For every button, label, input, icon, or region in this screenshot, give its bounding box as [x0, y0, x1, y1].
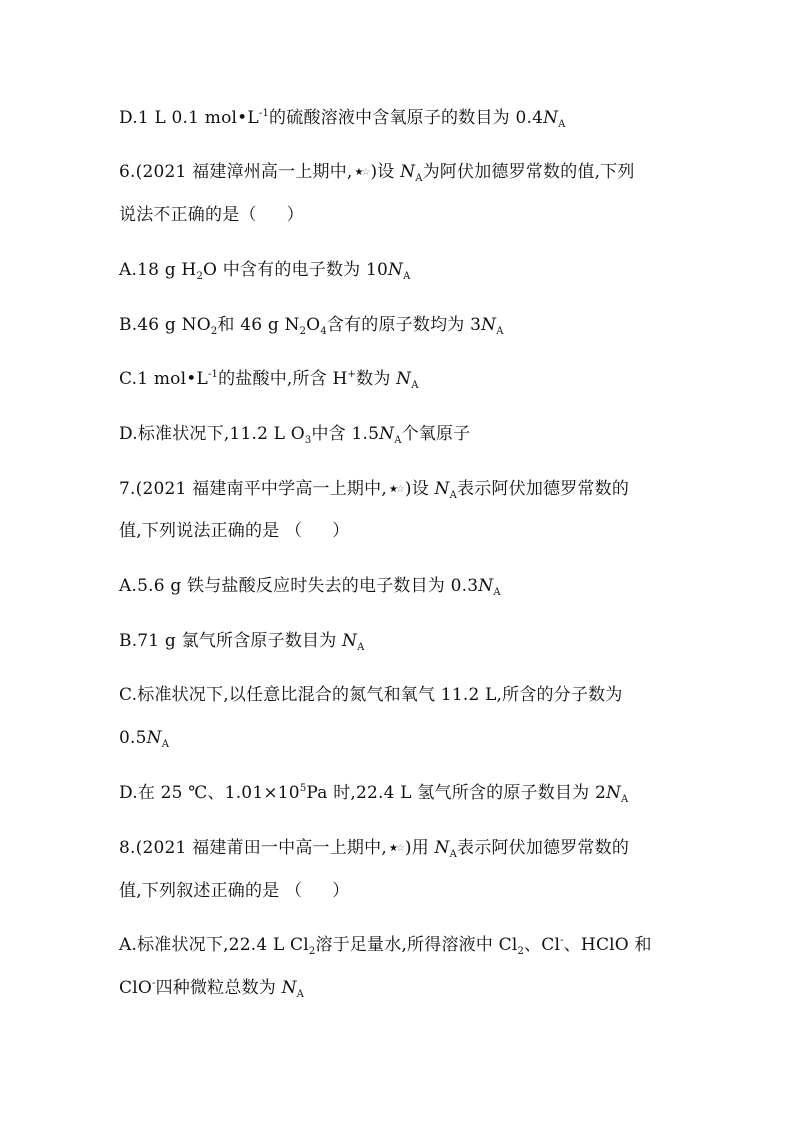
question-source: 7.(2021 福建南平中学高一上期中,: [119, 479, 387, 499]
text: 、Cl: [524, 935, 561, 955]
text: 个氧原子: [401, 424, 471, 444]
difficulty-stars-icon: ★☆: [388, 843, 403, 854]
text: 溶于足量水,所得溶液中 Cl: [315, 935, 518, 955]
option-c-q7-cont: [119, 726, 169, 750]
subscript: A: [411, 380, 419, 391]
option-c-q7: [119, 683, 623, 707]
avogadro-symbol: N: [342, 631, 358, 651]
text: 表示阿伏加德罗常数的: [457, 479, 630, 499]
subscript: A: [415, 173, 423, 184]
subscript: 2: [517, 946, 525, 957]
subscript: A: [449, 849, 458, 860]
superscript: -: [560, 935, 564, 946]
text: 值,下列说法正确的是 （: [119, 521, 303, 541]
text: )设: [370, 162, 401, 182]
text: C.标准状况下,以任意比混合的氮气和氧气 11.2 L,所含的分子数为: [119, 685, 623, 705]
question-7-stem: [119, 477, 629, 502]
text: ）: [332, 881, 350, 901]
option-a-q8-cont: [119, 976, 304, 1000]
text: 数为: [356, 369, 397, 389]
subscript: A: [493, 587, 501, 598]
text: A.18 g H: [119, 260, 197, 280]
option-d-q6: [119, 422, 470, 446]
option-a-q8: [119, 933, 652, 957]
avogadro-symbol: N: [478, 576, 494, 596]
subscript: A: [449, 490, 458, 501]
text: A.标准状况下,22.4 L Cl: [119, 935, 309, 955]
question-6-stem-cont: [119, 203, 304, 227]
question-6-stem: [119, 160, 635, 185]
subscript: A: [621, 794, 629, 805]
text: Pa 时,22.4 L 氢气所含的原子数目为 2: [306, 783, 606, 803]
subscript: 2: [299, 326, 307, 337]
avogadro-symbol: N: [481, 315, 497, 335]
avogadro-symbol: N: [434, 479, 450, 499]
subscript: 3: [304, 435, 312, 446]
text: )用: [404, 838, 435, 858]
superscript: +: [347, 369, 357, 380]
option-b-q7: [119, 629, 365, 653]
avogadro-symbol: N: [605, 783, 622, 803]
text: 的盐酸中,所含 H: [218, 369, 348, 389]
text: ）: [332, 521, 350, 541]
superscript: -: [151, 978, 156, 989]
option-a-q6: [119, 258, 410, 282]
text: 和 46 g N: [217, 315, 300, 335]
text: 说法不正确的是（: [119, 205, 257, 225]
text: O 中含有的电子数为 10: [203, 260, 388, 280]
text: 含有的原子数均为 3: [326, 315, 482, 335]
option-d-q5: [119, 106, 566, 130]
text: C.1 mol•L: [119, 369, 208, 389]
avogadro-symbol: N: [146, 728, 162, 748]
difficulty-stars-icon: ★☆: [354, 167, 369, 178]
subscript: 2: [210, 326, 218, 337]
subscript: 2: [308, 946, 316, 957]
text: A.5.6 g 铁与盐酸反应时失去的电子数目为 0.3: [119, 576, 479, 596]
option-b-q6: [119, 313, 504, 337]
question-source: 6.(2021 福建漳州高一上期中,: [119, 162, 353, 182]
text: B.71 g 氯气所含原子数目为: [119, 631, 343, 651]
subscript: A: [161, 739, 170, 750]
text: ClO: [119, 978, 152, 998]
text: 为阿伏加德罗常数的值,下列: [422, 162, 635, 182]
text: ）: [286, 205, 304, 225]
option-c-q6: [119, 367, 419, 391]
subscript: 4: [320, 326, 327, 337]
subscript: A: [558, 119, 566, 130]
option-d-q7: [119, 781, 628, 805]
text: 、HClO 和: [563, 935, 652, 955]
avogadro-symbol: N: [434, 838, 450, 858]
text: 四种微粒总数为: [155, 978, 282, 998]
subscript: 2: [196, 271, 203, 282]
text: D.在 25 ℃、1.01×10: [119, 783, 300, 803]
avogadro-symbol: N: [543, 108, 559, 128]
subscript: A: [394, 435, 402, 446]
text: 中含 1.5: [311, 424, 380, 444]
text: 的硫酸溶液中含氧原子的数目为 0.4: [269, 108, 544, 128]
text: O: [306, 315, 321, 335]
subscript: A: [296, 989, 305, 1000]
subscript: A: [357, 642, 365, 653]
text: )设: [404, 479, 435, 499]
question-7-stem-cont: [119, 519, 349, 543]
text: 值,下列叙述正确的是 （: [119, 881, 303, 901]
avogadro-symbol: N: [387, 260, 404, 280]
question-8-stem: [119, 836, 629, 861]
avogadro-symbol: N: [400, 162, 416, 182]
subscript: A: [403, 271, 411, 282]
question-8-stem-cont: [119, 879, 349, 903]
text: B.46 g NO: [119, 315, 211, 335]
superscript: 5: [299, 783, 307, 794]
superscript: -1: [258, 108, 270, 119]
text: 表示阿伏加德罗常数的: [457, 838, 630, 858]
text: D.1 L 0.1 mol•L: [119, 108, 259, 128]
avogadro-symbol: N: [379, 424, 395, 444]
avogadro-symbol: N: [281, 978, 297, 998]
subscript: A: [496, 326, 504, 337]
superscript: -1: [207, 369, 219, 380]
difficulty-stars-icon: ★☆: [388, 484, 403, 495]
text: 0.5: [119, 728, 147, 748]
avogadro-symbol: N: [396, 369, 412, 389]
question-source: 8.(2021 福建莆田一中高一上期中,: [119, 838, 387, 858]
option-a-q7: [119, 574, 501, 598]
text: D.标准状况下,11.2 L O: [119, 424, 305, 444]
